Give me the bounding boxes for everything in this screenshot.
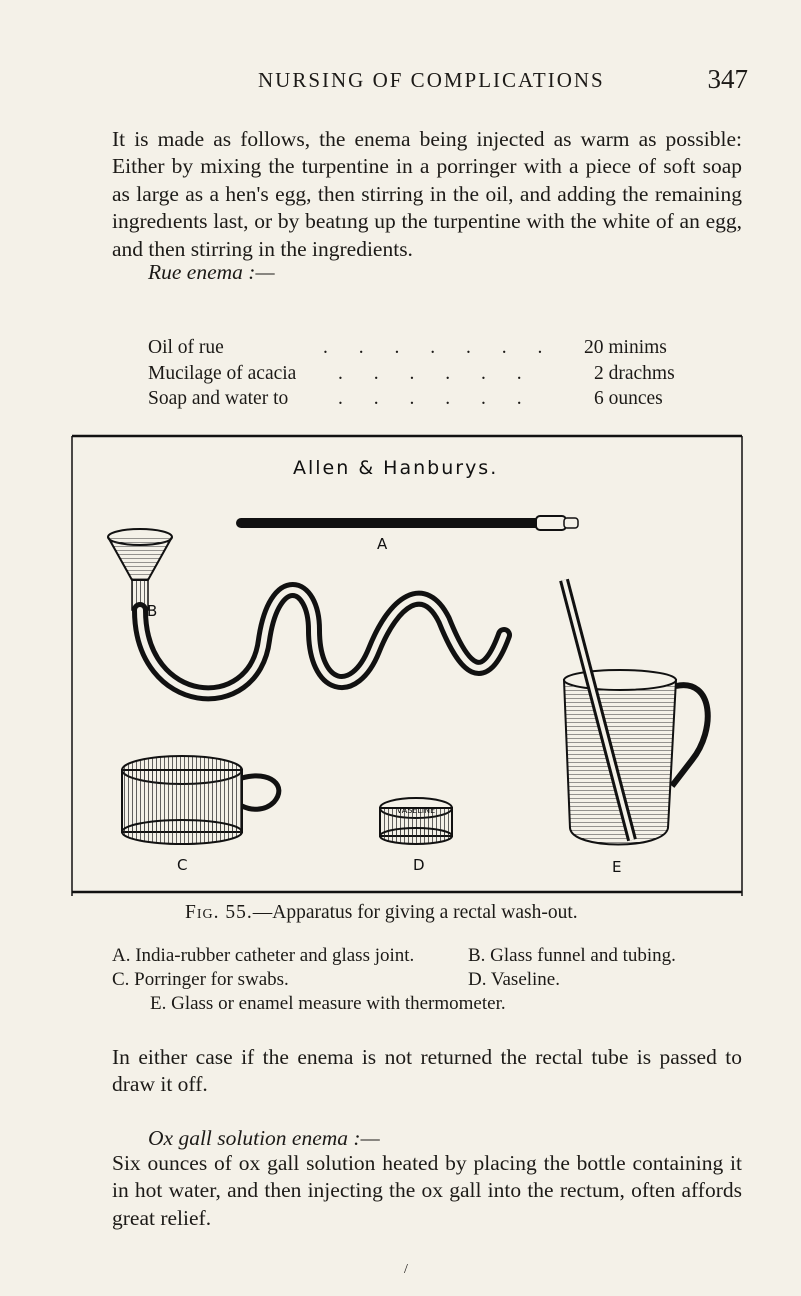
funnel-b <box>108 529 504 693</box>
figure-caption <box>185 902 578 924</box>
recipe-ingredient: Soap and water to <box>148 388 289 409</box>
recipe-ingredient: Mucilage of acacia <box>148 362 297 384</box>
legend-item-c: C. Porringer for swabs. <box>112 969 289 990</box>
recipe-amount: 20 minims <box>584 337 667 358</box>
legend-item-b: B. Glass funnel and tubing. <box>468 945 676 966</box>
recipe-leader-dots: . . . . . . . <box>323 337 556 358</box>
measure-e <box>564 580 708 845</box>
recipe-row <box>148 386 728 412</box>
label-c: C <box>177 856 188 874</box>
recipe-leader-dots: . . . . . . <box>338 362 535 384</box>
page-number: 347 <box>707 64 748 94</box>
label-a: A <box>377 535 388 553</box>
rue-enema-heading: Rue enema :— <box>148 260 275 284</box>
recipe-amount: 2 drachms <box>594 362 675 384</box>
apparatus-illustration <box>64 430 750 896</box>
legend-item-d: D. Vaseline. <box>468 969 560 990</box>
caption-label: Fig. 55. <box>185 902 253 923</box>
recipe-list <box>148 335 728 412</box>
catheter-a <box>236 516 578 530</box>
caption-text: —Apparatus for giving a rectal wash-out. <box>252 902 578 923</box>
recipe-amount: 6 ounces <box>594 388 663 409</box>
running-title: NURSING OF COMPLICATIONS <box>258 68 605 92</box>
recipe-leader-dots: . . . . . . <box>338 388 535 409</box>
label-b: B <box>147 602 158 620</box>
legend-item-e: E. Glass or enamel measure with thermometer. <box>150 993 506 1014</box>
recipe-row <box>148 361 728 387</box>
intro-paragraph: It is made as follows, the enema being injected as warm as possible: Either by mixing the turpentine in a porringer with a piece of soft soap as large as a hen's egg, then stirring in the oil, and adding the remaining ingredıents last, or by beatıng up the turpentine with the white of an egg, and then stirring in the ingredients. <box>112 127 742 261</box>
recipe-ingredient: Oil of rue <box>148 337 224 358</box>
vaseline-jar-d <box>380 798 452 844</box>
recipe-row <box>148 335 728 361</box>
label-e: E <box>612 858 622 876</box>
porringer-c <box>122 756 279 844</box>
ox-gall-paragraph: Six ounces of ox gall solution heated by placing the bottle containing it in hot water, and then injecting the ox gall into the rectum, often affords great relief. <box>112 1151 742 1230</box>
running-head <box>110 64 750 98</box>
vaseline-label: VASELINE <box>396 806 436 815</box>
footer-mark: / <box>404 1262 408 1277</box>
apparatus-figure <box>64 430 750 896</box>
legend-item-a: A. India-rubber catheter and glass joint. <box>112 945 415 966</box>
label-d: D <box>413 856 425 874</box>
figure-brand: Allen & Hanburys. <box>293 457 499 479</box>
either-case-paragraph: In either case if the enema is not returned the rectal tube is passed to draw it off. <box>112 1045 742 1097</box>
ox-gall-heading: Ox gall solution enema :— <box>148 1126 380 1150</box>
